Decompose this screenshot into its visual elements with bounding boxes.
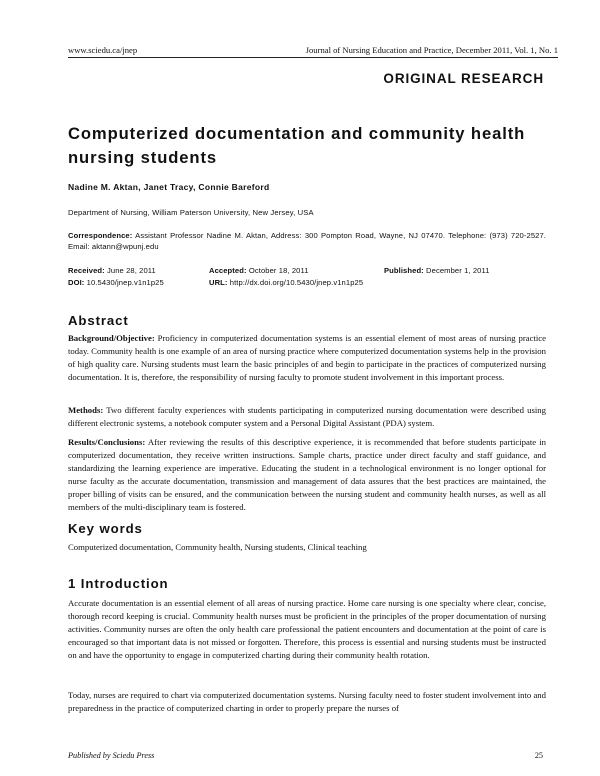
header-rule (68, 57, 558, 58)
background-label: Background/Objective: (68, 333, 155, 343)
abstract-results (68, 436, 546, 513)
results-label: Results/Conclusions: (68, 437, 146, 447)
article-title: Computerized documentation and community health nursing students (68, 124, 526, 167)
running-header (68, 45, 558, 55)
background-text: Proficiency in computerized documentation systems is an essential element of most areas of nursing practice today. Community health is one example of an area of nursing practice where computerized documentation systems help in the provision of high quality care. Nursing students must learn the basic principles of and begin to participate in the practices of computerized nursing documentation. It is, therefore, the responsibility of nursing faculty to promote student involvement in this important process. (68, 333, 546, 382)
section-label: ORIGINAL RESEARCH (383, 71, 544, 86)
introduction-heading: 1 Introduction (68, 576, 169, 591)
introduction-paragraph-1: Accurate documentation is an essential element of all areas of nursing practice. Home care nursing is one specialty where clear, concise, thorough record keeping is crucial. Community health nurses must be proficient in the principles of the proper documentation of nursing activities. Community nurses are often the only health care professional the patient encounters and documentation at the point of care is encouraged so that important data is not missed or forgotten. Therefore, this process is essential and nursing students must be instructed on and have the opportunity to engage in computerized charting during their community health rotation. (68, 598, 546, 660)
keywords-text: Computerized documentation, Community health, Nursing students, Clinical teaching (68, 542, 367, 552)
accepted-date: Accepted: October 18, 2011 (209, 266, 309, 275)
publisher: Published by Sciedu Press (68, 751, 155, 760)
journal-url[interactable]: www.sciedu.ca/jnep (68, 45, 138, 55)
correspondence-label: Correspondence: (68, 231, 133, 240)
methods-text: Two different faculty experiences with students participating in computerized nursing documentation were described using different electronic systems, a notebook computer system and a Personal Digital Assistant (PDA) system. (68, 405, 546, 428)
results-text: After reviewing the results of this descriptive experience, it is recommended that before students participate in computerized documentation, they receive written instructions. Sample charts, practice under direct faculty and staff guidance, and standardizing the learning experience are imperative. Educating the student in a technological environment is no longer optional for nurse faculty as the accurate documentation, transmission and management of data assures that the best practices are maintained, the proper billing of visits can be ensured, and the communication between the nursing student and community health nurses, as well as all members of the multi-disciplinary team is fostered. (68, 437, 546, 512)
correspondence (68, 231, 546, 252)
abstract-methods (68, 404, 546, 430)
page-footer (68, 751, 543, 760)
journal-citation: Journal of Nursing Education and Practice, December 2011, Vol. 1, No. 1 (305, 45, 558, 55)
introduction-paragraph-2: Today, nurses are required to chart via computerized documentation systems. Nursing faculty need to foster student involvement into and preparedness in the practice of computerized charting in order to properly prepare the nurses of (68, 690, 546, 713)
abstract-background (68, 332, 546, 384)
authors: Nadine M. Aktan, Janet Tracy, Connie Bareford (68, 182, 270, 192)
published-date: Published: December 1, 2011 (384, 266, 490, 275)
dates-row (68, 266, 548, 275)
correspondence-text: Assistant Professor Nadine M. Aktan, Address: 300 Pompton Road, Wayne, NJ 07470. Telephone: (973) 720-2527. Email: aktann@wpunj.edu (68, 231, 546, 251)
abstract-heading: Abstract (68, 313, 129, 328)
methods-label: Methods: (68, 405, 104, 415)
page-number: 25 (534, 751, 543, 760)
doi-row (68, 278, 548, 287)
keywords-heading: Key words (68, 521, 143, 536)
received-date: Received: June 28, 2011 (68, 266, 156, 275)
doi-url: URL: http://dx.doi.org/10.5430/jnep.v1n1p25 (209, 278, 364, 287)
affiliation: Department of Nursing, William Paterson University, New Jersey, USA (68, 208, 314, 217)
doi: DOI: 10.5430/jnep.v1n1p25 (68, 278, 164, 287)
